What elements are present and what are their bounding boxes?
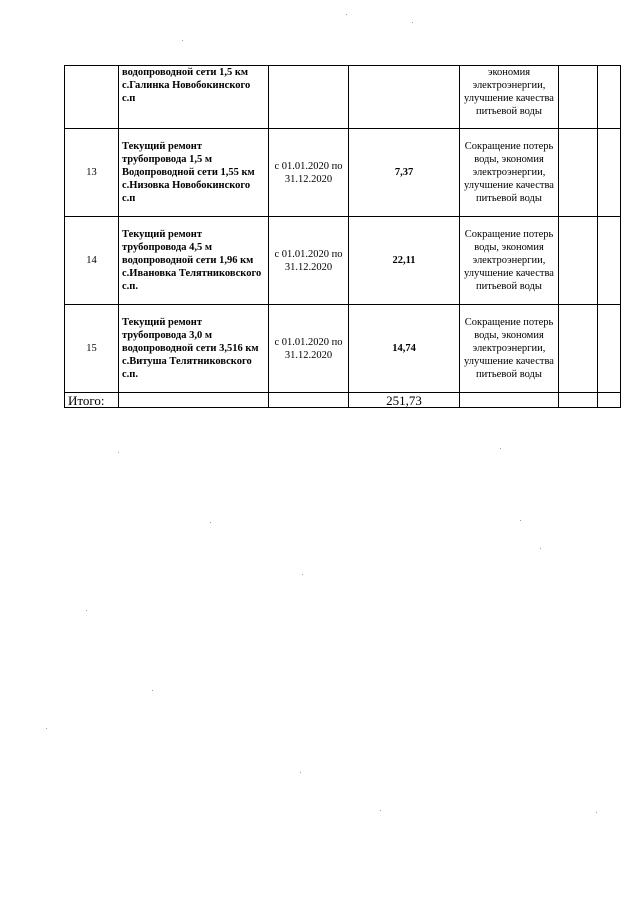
scan-speck	[46, 728, 47, 729]
empty-cell	[598, 129, 621, 217]
table-row	[65, 217, 621, 305]
empty-cell	[598, 393, 621, 408]
row-number: 15	[65, 305, 119, 393]
table-row	[65, 305, 621, 393]
table-row	[65, 66, 621, 129]
row-number: 13	[65, 129, 119, 217]
scan-speck	[540, 548, 541, 549]
work-cost: 7,37	[349, 129, 460, 217]
scan-speck	[412, 22, 413, 23]
row-number: 14	[65, 217, 119, 305]
work-effect: Сокращение потерь воды, экономия электроэнергии, улучшение качества питьевой воды	[460, 217, 559, 305]
empty-cell	[269, 393, 349, 408]
work-effect: экономия электроэнергии, улучшение качества питьевой воды	[460, 66, 559, 129]
empty-cell	[119, 393, 269, 408]
row-number	[65, 66, 119, 129]
scan-speck	[86, 610, 87, 611]
empty-cell	[559, 66, 598, 129]
total-row	[65, 393, 621, 408]
scan-speck	[182, 40, 183, 41]
work-period: с 01.01.2020 по 31.12.2020	[269, 305, 349, 393]
work-period	[269, 66, 349, 129]
scan-speck	[210, 522, 211, 523]
scan-speck	[302, 574, 303, 575]
work-name: Текущий ремонт трубопровода 1,5 м Водопроводной сети 1,55 км с.Низовка Новобокинского с.п	[119, 129, 269, 217]
scan-speck	[118, 452, 119, 453]
empty-cell	[598, 217, 621, 305]
empty-cell	[598, 305, 621, 393]
work-period: с 01.01.2020 по 31.12.2020	[269, 129, 349, 217]
work-name: Текущий ремонт трубопровода 3,0 м водопроводной сети 3,516 км с.Витуша Телятниковского с.п.	[119, 305, 269, 393]
scan-speck	[520, 520, 521, 521]
work-cost: 22,11	[349, 217, 460, 305]
empty-cell	[559, 393, 598, 408]
empty-cell	[559, 305, 598, 393]
empty-cell	[559, 129, 598, 217]
empty-cell	[598, 66, 621, 129]
work-cost: 14,74	[349, 305, 460, 393]
work-effect: Сокращение потерь воды, экономия электроэнергии, улучшение качества питьевой воды	[460, 305, 559, 393]
works-table	[64, 65, 621, 408]
scan-speck	[500, 448, 501, 449]
work-effect: Сокращение потерь воды, экономия электроэнергии, улучшение качества питьевой воды	[460, 129, 559, 217]
scan-speck	[346, 14, 347, 15]
scan-speck	[596, 812, 597, 813]
scan-speck	[300, 772, 301, 773]
empty-cell	[460, 393, 559, 408]
work-cost	[349, 66, 460, 129]
work-period: с 01.01.2020 по 31.12.2020	[269, 217, 349, 305]
work-name: водопроводной сети 1,5 км с.Галинка Новобокинского с.п	[119, 66, 269, 129]
work-name: Текущий ремонт трубопровода 4,5 м водопроводной сети 1,96 км с.Ивановка Телятниковского с.п.	[119, 217, 269, 305]
total-value: 251,73	[349, 393, 460, 408]
total-label: Итого:	[65, 393, 119, 408]
empty-cell	[559, 217, 598, 305]
scan-speck	[380, 810, 381, 811]
table-row	[65, 129, 621, 217]
scan-speck	[152, 690, 153, 691]
